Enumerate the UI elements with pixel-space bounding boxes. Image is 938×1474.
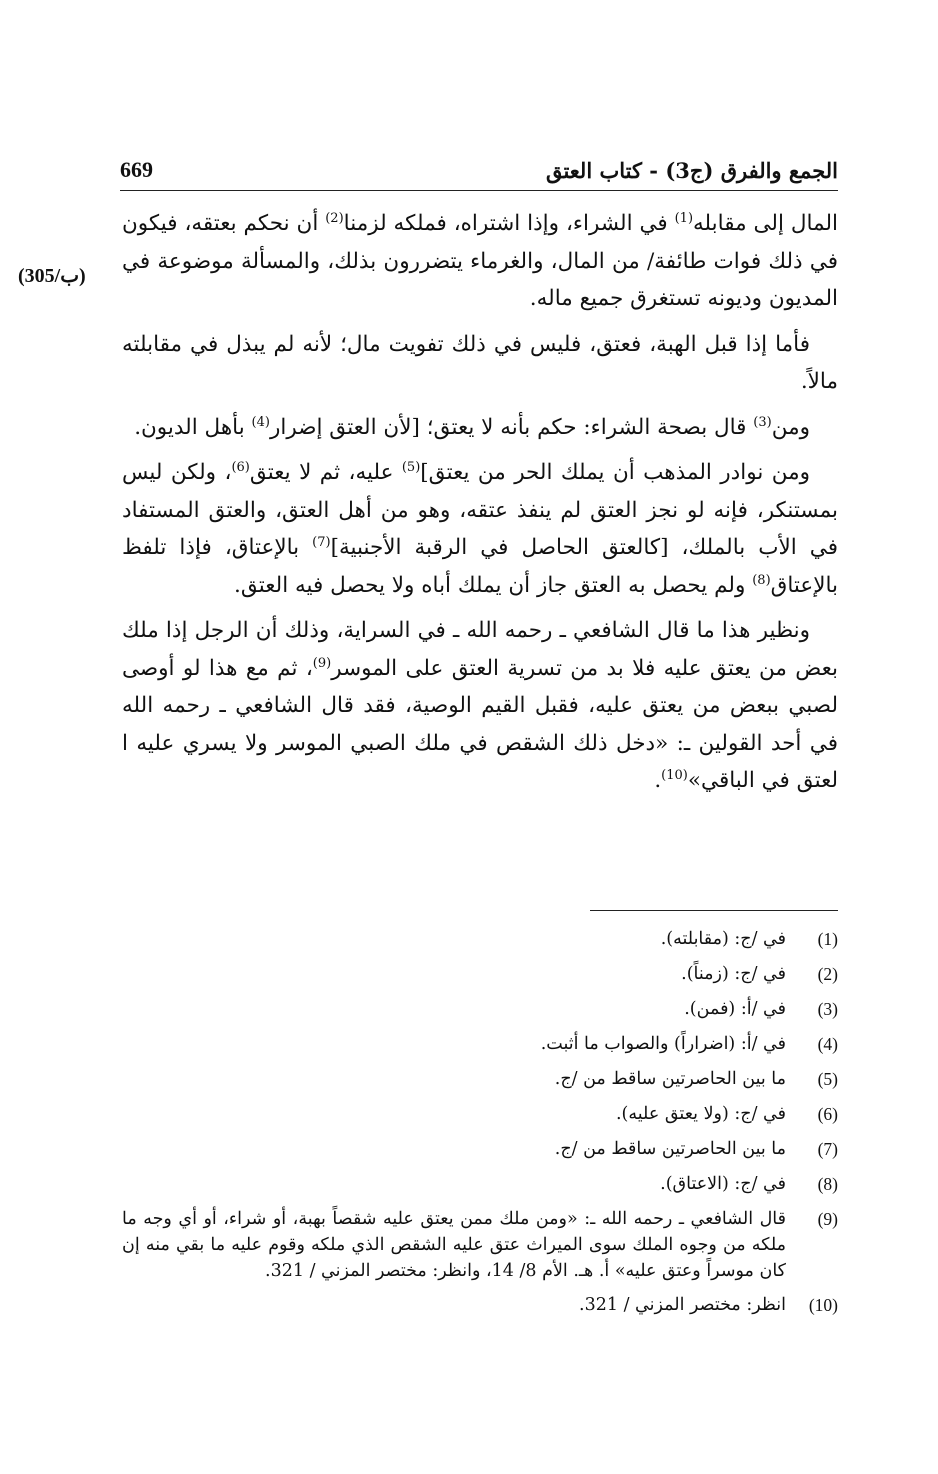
footnote-text: في /أ: (فمن). [684, 999, 786, 1019]
text-run: ولم يحصل به العتق جاز أن يملك أباه ولا يحصل فيه العتق. [234, 572, 753, 598]
footnote [122, 1062, 838, 1097]
footnote [122, 1288, 838, 1323]
paragraph [122, 205, 838, 318]
text-run: في الشراء، وإذا اشتراه، فملكه لزمنا [343, 211, 675, 236]
text-run: أن نحكم بعتقه، فيكون في ذلك فوات طائفة/ من المال، والغرماء يتضررون بذلك، والمسألة موضوعة في المديون وديونه تستغرق جميع ماله. [122, 211, 838, 311]
paragraph [122, 326, 838, 401]
text-run: بالإعتاق، فإذا تلفظ بالإعتاق [122, 535, 838, 598]
footnote [122, 1202, 838, 1288]
footnote-number: (8) [817, 1174, 838, 1194]
text-run: المال إلى مقابله [693, 211, 838, 236]
footnote [122, 1097, 838, 1132]
footnote-number: (7) [817, 1139, 838, 1159]
footnote-number: (2) [817, 964, 838, 984]
footnote-text: ما بين الحاصرتين ساقط من /ج. [554, 1139, 786, 1159]
footnote-text: في /ج: (ولا يعتق عليه). [615, 1104, 786, 1124]
footnote-text: في /ج: (مقابلته). [660, 929, 786, 949]
paragraph [122, 409, 838, 447]
text-run: عليه، ثم لا يعتق [249, 460, 402, 485]
page-number: 669 [120, 157, 153, 182]
footnote [122, 922, 838, 957]
footnote-marker: (1) [674, 210, 694, 226]
footnote-marker: (9) [312, 655, 332, 671]
footnote-number: (10) [808, 1295, 838, 1315]
paragraph [122, 612, 838, 800]
margin-folio-reference: (305/ب) [18, 265, 86, 287]
text-run: قال بصحة الشراء: حكم بأنه لا يعتق؛ [لأن العتق إضرار [269, 414, 754, 440]
footnote-marker: (8) [752, 572, 771, 588]
page-header [120, 150, 838, 191]
footnote [122, 957, 838, 992]
footnote-number: (4) [817, 1034, 838, 1054]
footnote [122, 992, 838, 1027]
footnote-separator [590, 910, 838, 911]
footnote [122, 1132, 838, 1167]
footnote-marker: (6) [231, 459, 250, 475]
footnote [122, 1027, 838, 1062]
footnote-marker: (10) [661, 767, 688, 783]
text-run: ، ثم مع هذا لو أوصى لصبي ببعض من يعتق عليه، فقبل القيم الوصية، فقد قال الشافعي ـ رحمه الله في أحد القولين ـ: «دخل ذلك الشقص في ملك الصبي الموسر ولا يسري عليه ا لعتق في الباقي» [122, 655, 838, 793]
footnotes [122, 922, 838, 1323]
footnote-number: (5) [817, 1069, 838, 1089]
footnote-marker: (3) [753, 414, 772, 430]
footnote [122, 1167, 838, 1202]
text-run: فأما إذا قبل الهبة، فعتق، فليس في ذلك تفويت مال؛ لأنه لم يبذل في مقابلته مالاً. [122, 331, 838, 394]
footnote-number: (9) [817, 1209, 838, 1229]
footnote-text: انظر: مختصر المزني / 321. [579, 1295, 786, 1315]
footnote-marker: (2) [325, 210, 344, 226]
text-run: ونظير هذا ما قال الشافعي ـ رحمه الله ـ في السراية، وذلك أن الرجل إذا ملك بعض من يعتق عليه فلا بد من تسرية العتق على الموسر [122, 618, 838, 681]
running-title: الجمع والفرق (ج3) - كتاب العتق [545, 157, 838, 183]
main-text [122, 205, 838, 808]
footnote-marker: (4) [251, 414, 270, 430]
footnote-text: في /ج: (الاعتاق). [660, 1174, 786, 1194]
text-run: ومن نوادر المذهب أن يملك الحر من يعتق] [420, 460, 811, 485]
text-run: ومن [771, 414, 810, 440]
footnote-marker: (7) [312, 534, 331, 550]
text-run: بأهل الديون. [134, 414, 252, 440]
footnote-text: في /أ: (اضراراً) والصواب ما أثبت. [540, 1034, 786, 1054]
footnote-text: في /ج: (زمناً). [681, 964, 786, 984]
footnote-text: قال الشافعي ـ رحمه الله ـ: «ومن ملك ممن يعتق عليه شقصاً بهبة، أو شراء، أو أي وجه ما ملكه من وجوه الملك سوى الميراث عتق عليه الشقص الذي ملكه وقوم عليه ما بقي منه إن كان موسراً وعتق عليه» أ. هـ. الأم 8/ 14، وانظر: مختصر المزني / 321. [122, 1209, 786, 1281]
text-run: ، ولكن ليس بمستنكر، فإنه لو نجز العتق لم ينفذ عتقه، وهو من أهل العتق، والعتق المستفاد في الأب بالملك، [كالعتق الحاصل في الرقبة الأجنبية] [122, 460, 838, 560]
footnote-marker: (5) [401, 459, 421, 475]
paragraph [122, 454, 838, 604]
footnote-number: (6) [817, 1104, 838, 1124]
footnote-number: (3) [817, 999, 838, 1019]
footnote-text: ما بين الحاصرتين ساقط من /ج. [554, 1069, 786, 1089]
footnote-number: (1) [817, 929, 838, 949]
text-run: . [654, 768, 662, 793]
